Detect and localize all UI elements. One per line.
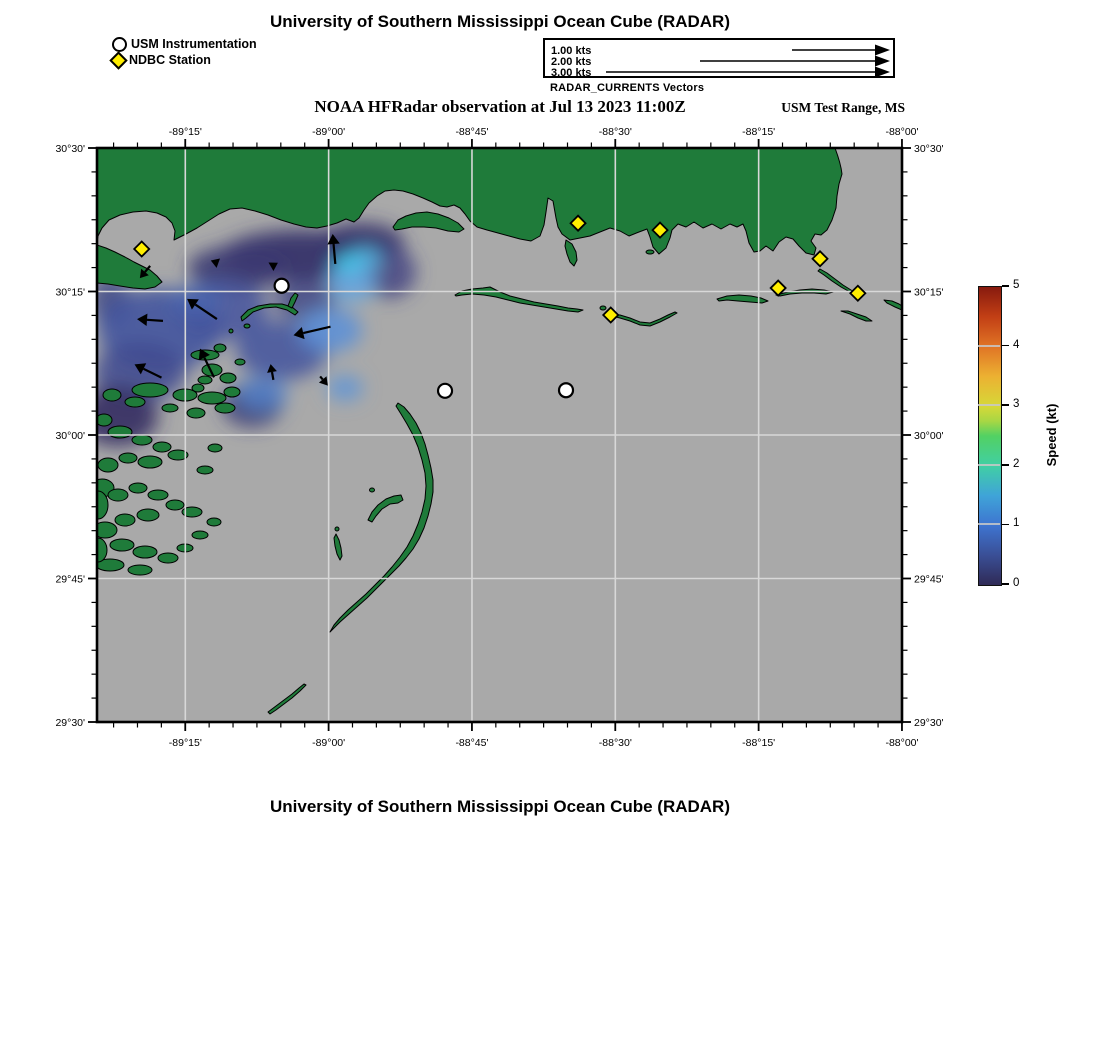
colorbar-tick-label: 0 xyxy=(1013,577,1020,589)
land-marsh-blob xyxy=(214,344,226,352)
colorbar-tick-label: 5 xyxy=(1013,279,1020,291)
y-tick-label: 29°45' xyxy=(914,573,944,586)
vector-scale-label: 1.00 kts xyxy=(551,45,592,57)
land-island xyxy=(646,250,654,254)
land-marsh-blob xyxy=(198,376,212,384)
colorbar-tick-label: 1 xyxy=(1013,517,1020,530)
y-tick-label: 29°30' xyxy=(55,717,85,729)
colorbar-tick-label: 3 xyxy=(1013,398,1020,411)
land-marsh-blob xyxy=(103,389,121,401)
colorbar-gridline xyxy=(978,464,1000,466)
land-marsh-blob xyxy=(197,466,213,474)
footer-title: University of Southern Mississippi Ocean Cube (RADAR) xyxy=(269,797,730,816)
land-marsh-blob xyxy=(132,435,152,445)
land-marsh-blob xyxy=(128,565,152,575)
land-island xyxy=(370,488,375,492)
land-island xyxy=(600,306,606,310)
land-marsh-blob xyxy=(137,509,159,521)
x-tick-label: -88°00' xyxy=(885,737,919,749)
colorbar-gridline xyxy=(978,523,1000,525)
land-marsh-blob xyxy=(153,442,171,452)
land-island xyxy=(229,329,233,333)
colorbar xyxy=(978,286,1002,586)
land-marsh-blob xyxy=(110,539,134,551)
land-island xyxy=(335,527,339,531)
x-tick-label: -88°30' xyxy=(598,737,632,749)
speed-field-blob xyxy=(333,255,363,273)
colorbar-gridline xyxy=(978,404,1000,406)
x-tick-label: -89°00' xyxy=(312,737,346,749)
x-tick-label: -88°30' xyxy=(598,126,632,138)
colorbar-tick xyxy=(1002,285,1009,287)
land-marsh-blob xyxy=(133,546,157,558)
colorbar-tick xyxy=(1002,524,1009,526)
land-marsh-blob xyxy=(192,531,208,539)
y-tick-label: 30°00' xyxy=(55,430,85,442)
usm-instrumentation-marker xyxy=(438,384,452,398)
x-tick-label: -88°15' xyxy=(742,737,776,749)
vector-scale-label: 3.00 kts xyxy=(551,67,592,76)
land-marsh-blob xyxy=(119,453,137,463)
land-marsh-blob xyxy=(220,373,236,383)
x-tick-label: -88°45' xyxy=(455,737,489,749)
current-vector-tail xyxy=(272,372,273,380)
colorbar-gridline xyxy=(978,345,1000,347)
land-marsh-blob xyxy=(162,404,178,412)
vector-scale-label: 2.00 kts xyxy=(551,56,592,68)
land-marsh-blob xyxy=(125,397,145,407)
land-marsh-blob xyxy=(208,444,222,452)
land-marsh-blob xyxy=(108,489,128,501)
x-tick-label: -89°15' xyxy=(168,126,202,138)
y-tick-label: 29°45' xyxy=(55,573,85,586)
colorbar-tick xyxy=(1002,404,1009,406)
land-marsh-blob xyxy=(148,490,168,500)
legend-label-ndbc: NDBC Station xyxy=(129,53,211,67)
x-tick-label: -88°45' xyxy=(455,126,489,138)
colorbar-tick xyxy=(1002,583,1009,585)
land-marsh-blob xyxy=(198,392,226,404)
x-tick-label: -88°00' xyxy=(885,126,919,138)
usm-instrumentation-marker xyxy=(275,279,289,293)
vector-scale-caption: RADAR_CURRENTS Vectors xyxy=(550,82,705,94)
y-tick-label: 30°15' xyxy=(55,286,85,299)
land-marsh-blob xyxy=(108,426,132,438)
colorbar-tick xyxy=(1002,464,1009,466)
legend-label-usm: USM Instrumentation xyxy=(131,37,257,51)
land-marsh-blob xyxy=(215,403,235,413)
land-marsh-blob xyxy=(166,500,184,510)
land-marsh-blob xyxy=(224,387,240,397)
land-marsh-blob xyxy=(192,384,204,392)
speed-field-blob xyxy=(236,377,288,411)
land-marsh-blob xyxy=(115,514,135,526)
land-island xyxy=(244,324,250,328)
current-vector-tail xyxy=(147,320,163,321)
y-tick-label: 29°30' xyxy=(914,717,944,729)
land-marsh-blob xyxy=(235,359,245,365)
land-marsh-blob xyxy=(98,458,118,472)
colorbar-title: Speed (kt) xyxy=(1043,403,1059,467)
colorbar-tick xyxy=(1002,345,1009,347)
x-tick-label: -88°15' xyxy=(742,126,776,138)
usm-instrumentation-marker xyxy=(559,383,573,397)
land-marsh-blob xyxy=(129,483,147,493)
y-tick-label: 30°00' xyxy=(914,430,944,442)
y-tick-label: 30°30' xyxy=(55,143,85,155)
land-marsh-blob xyxy=(132,383,168,397)
region-label: USM Test Range, MS xyxy=(781,100,905,115)
map-subtitle: NOAA HFRadar observation at Jul 13 2023 11:00Z xyxy=(314,97,686,116)
colorbar-tick-label: 4 xyxy=(1013,338,1020,351)
y-tick-label: 30°15' xyxy=(914,286,944,299)
speed-field-blob xyxy=(298,308,362,352)
page-title: University of Southern Mississippi Ocean Cube (RADAR) xyxy=(269,12,730,31)
x-tick-label: -89°00' xyxy=(312,126,346,138)
colorbar-tick-label: 2 xyxy=(1013,457,1020,470)
x-tick-label: -89°15' xyxy=(168,737,202,749)
land-marsh-blob xyxy=(207,518,221,526)
land-marsh-blob xyxy=(96,414,112,426)
land-marsh-blob xyxy=(187,408,205,418)
land-marsh-blob xyxy=(138,456,162,468)
y-tick-label: 30°30' xyxy=(914,143,944,155)
speed-field-blob xyxy=(327,375,363,401)
land-marsh-blob xyxy=(158,553,178,563)
